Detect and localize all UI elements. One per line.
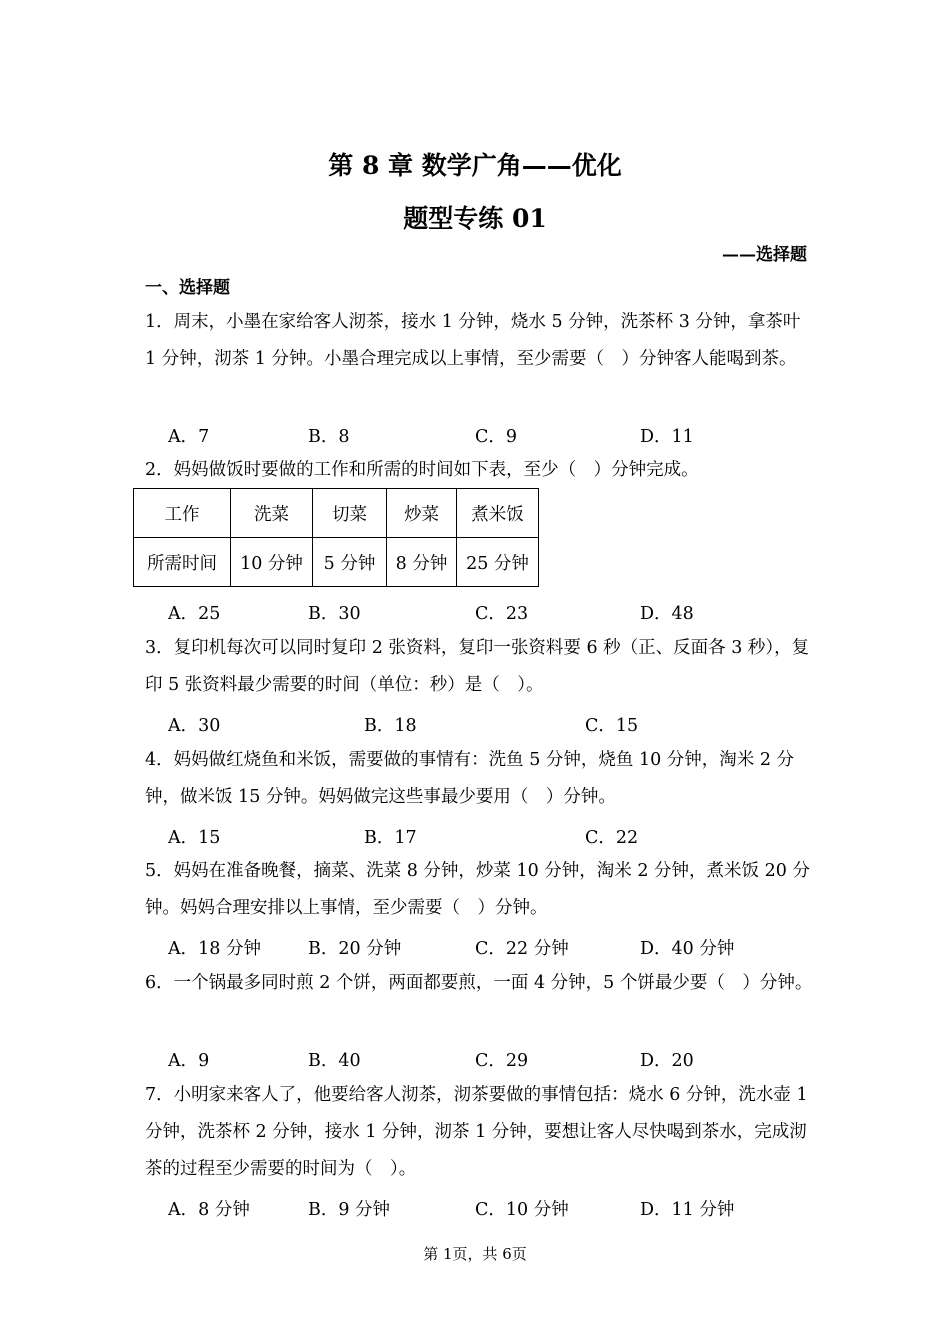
question-1-option-d[interactable]: D．11 bbox=[640, 427, 694, 447]
table-header-cell: 洗菜 bbox=[231, 489, 313, 538]
table-row bbox=[134, 538, 539, 587]
table-cell: 10 分钟 bbox=[231, 538, 313, 587]
question-type-label: ——选择题 bbox=[722, 245, 807, 265]
page-title: 第 8 章 数学广角——优化 bbox=[328, 151, 622, 180]
question-6-option-a[interactable]: A．9 bbox=[168, 1051, 210, 1071]
table-cell: 所需时间 bbox=[134, 538, 231, 587]
question-5-option-d[interactable]: D．40 分钟 bbox=[640, 939, 735, 959]
question-3-option-b[interactable]: B．18 bbox=[364, 716, 417, 736]
question-3-option-c[interactable]: C．15 bbox=[585, 716, 639, 736]
question-1-option-c[interactable]: C．9 bbox=[475, 427, 518, 447]
question-4-option-a[interactable]: A．15 bbox=[168, 828, 221, 848]
table-cell: 25 分钟 bbox=[457, 538, 539, 587]
table-cell: 5 分钟 bbox=[313, 538, 387, 587]
section-heading: 一、选择题 bbox=[145, 278, 230, 298]
work-time-table bbox=[133, 488, 539, 587]
question-6-option-c[interactable]: C．29 bbox=[475, 1051, 529, 1071]
question-5-text: 5．妈妈在准备晚餐，摘菜、洗菜 8 分钟，炒菜 10 分钟，淘米 2 分钟，煮米饭 20 分钟。妈妈合理安排以上事情，至少需要（ ）分钟。 bbox=[145, 861, 810, 918]
table-cell: 8 分钟 bbox=[387, 538, 457, 587]
question-1-option-a[interactable]: A．7 bbox=[168, 427, 210, 447]
table-header-cell: 切菜 bbox=[313, 489, 387, 538]
question-2-option-c[interactable]: C．23 bbox=[475, 604, 529, 624]
table-header-cell: 炒菜 bbox=[387, 489, 457, 538]
table-row bbox=[134, 489, 539, 538]
question-5-option-c[interactable]: C．22 分钟 bbox=[475, 939, 569, 959]
question-7-option-c[interactable]: C．10 分钟 bbox=[475, 1200, 569, 1220]
question-7-option-d[interactable]: D．11 分钟 bbox=[640, 1200, 735, 1220]
question-3-text: 3．复印机每次可以同时复印 2 张资料，复印一张资料要 6 秒（正、反面各 3 秒），复印 5 张资料最少需要的时间（单位：秒）是（ ）。 bbox=[145, 638, 810, 695]
question-3-option-a[interactable]: A．30 bbox=[168, 716, 221, 736]
table-header-cell: 工作 bbox=[134, 489, 231, 538]
question-1-option-b[interactable]: B．8 bbox=[308, 427, 350, 447]
page-number: 第 1页，共 6页 bbox=[423, 1245, 527, 1263]
question-1-text: 1．周末，小墨在家给客人沏茶，接水 1 分钟，烧水 5 分钟，洗茶杯 3 分钟，拿茶叶 1 分钟，沏茶 1 分钟。小墨合理完成以上事情，至少需要（ ）分钟客人能喝到茶。 bbox=[145, 312, 801, 369]
question-6-text: 6．一个锅最多同时煎 2 个饼，两面都要煎，一面 4 分钟，5 个饼最少要（ ）分钟。 bbox=[145, 973, 813, 993]
question-6-option-b[interactable]: B．40 bbox=[308, 1051, 361, 1071]
question-2-option-a[interactable]: A．25 bbox=[168, 604, 221, 624]
question-7-option-a[interactable]: A．8 分钟 bbox=[168, 1200, 250, 1220]
question-4-option-c[interactable]: C．22 bbox=[585, 828, 639, 848]
question-7-text: 7．小明家来客人了，他要给客人沏茶，沏茶要做的事情包括：烧水 6 分钟，洗水壶 1 分钟，洗茶杯 2 分钟，接水 1 分钟，沏茶 1 分钟，要想让客人尽快喝到茶水，完成沏茶的过程至少需要的时间为（ ）。 bbox=[145, 1085, 808, 1179]
question-2-text: 2．妈妈做饭时要做的工作和所需的时间如下表，至少（ ）分钟完成。 bbox=[145, 460, 699, 480]
table-header-cell: 煮米饭 bbox=[457, 489, 539, 538]
page-subtitle: 题型专练 01 bbox=[403, 204, 547, 233]
question-5-option-a[interactable]: A．18 分钟 bbox=[168, 939, 261, 959]
question-2-option-b[interactable]: B．30 bbox=[308, 604, 361, 624]
question-4-option-b[interactable]: B．17 bbox=[364, 828, 417, 848]
question-4-text: 4．妈妈做红烧鱼和米饭，需要做的事情有：洗鱼 5 分钟，烧鱼 10 分钟，淘米 2 分钟，做米饭 15 分钟。妈妈做完这些事最少要用（ ）分钟。 bbox=[145, 750, 795, 807]
question-7-option-b[interactable]: B．9 分钟 bbox=[308, 1200, 391, 1220]
question-2-option-d[interactable]: D．48 bbox=[640, 604, 694, 624]
question-5-option-b[interactable]: B．20 分钟 bbox=[308, 939, 402, 959]
question-6-option-d[interactable]: D．20 bbox=[640, 1051, 694, 1071]
